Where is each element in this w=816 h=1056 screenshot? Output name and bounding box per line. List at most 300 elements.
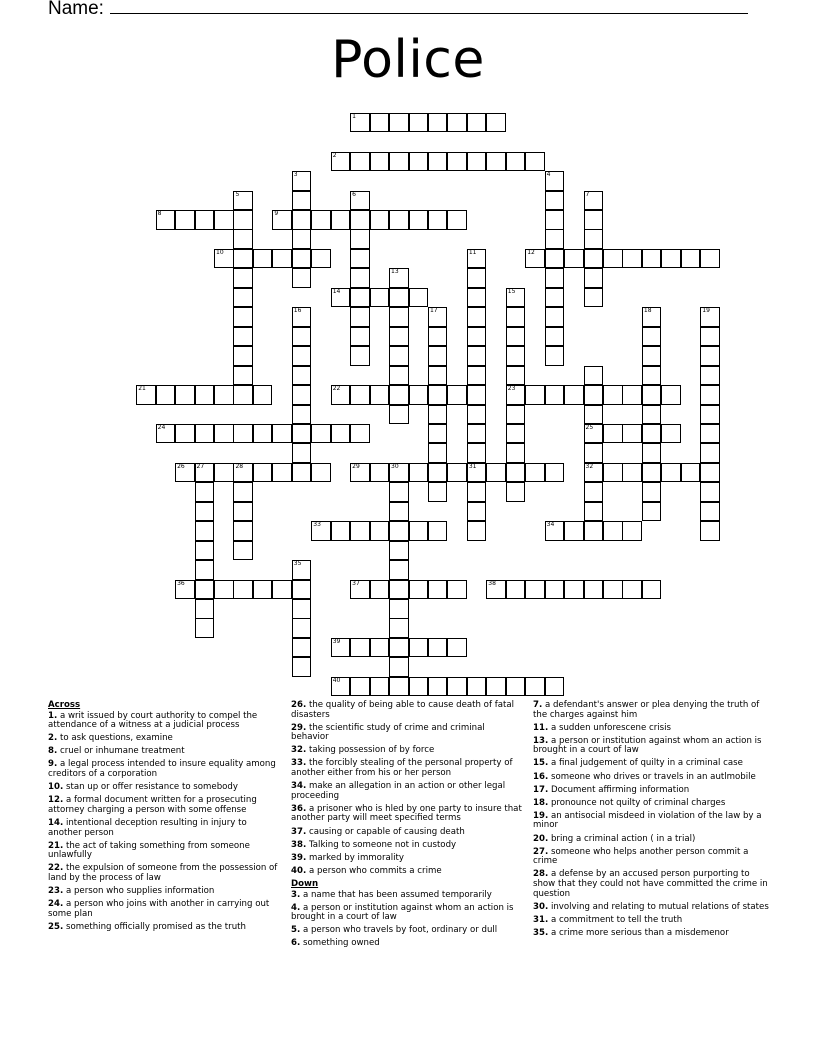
- grid-cell[interactable]: [389, 268, 409, 288]
- grid-cell[interactable]: [584, 424, 604, 444]
- grid-cell[interactable]: [195, 599, 215, 619]
- grid-cell[interactable]: [350, 288, 370, 308]
- grid-cell[interactable]: [389, 618, 409, 638]
- grid-cell[interactable]: [253, 424, 273, 444]
- grid-cell[interactable]: [428, 210, 448, 230]
- grid-cell[interactable]: [311, 521, 331, 541]
- grid-cell[interactable]: [156, 385, 176, 405]
- grid-cell[interactable]: [584, 366, 604, 386]
- grid-cell[interactable]: [409, 521, 429, 541]
- grid-cell[interactable]: [331, 288, 351, 308]
- grid-cell[interactable]: [311, 424, 331, 444]
- grid-cell[interactable]: [233, 268, 253, 288]
- grid-cell[interactable]: [700, 463, 720, 483]
- grid-cell[interactable]: [350, 268, 370, 288]
- clue-text: someone who helps another person commit a crime: [533, 846, 749, 867]
- grid-cell[interactable]: [195, 580, 215, 600]
- grid-cell[interactable]: [545, 249, 565, 269]
- grid-cell[interactable]: [272, 424, 292, 444]
- grid-cell[interactable]: [195, 502, 215, 522]
- grid-cell[interactable]: [175, 385, 195, 405]
- grid-cell[interactable]: [584, 288, 604, 308]
- grid-cell[interactable]: [389, 288, 409, 308]
- grid-cell[interactable]: [661, 385, 681, 405]
- grid-cell[interactable]: [564, 521, 584, 541]
- grid-cell[interactable]: [233, 249, 253, 269]
- grid-cell[interactable]: [700, 327, 720, 347]
- grid-cell[interactable]: [370, 113, 390, 133]
- grid-cell[interactable]: [292, 249, 312, 269]
- grid-cell[interactable]: [233, 482, 253, 502]
- grid-cell[interactable]: [389, 657, 409, 677]
- grid-cell[interactable]: [370, 288, 390, 308]
- grid-cell[interactable]: [292, 385, 312, 405]
- grid-cell[interactable]: [506, 463, 526, 483]
- grid-cell[interactable]: [233, 307, 253, 327]
- grid-cell[interactable]: [350, 580, 370, 600]
- grid-cell[interactable]: [506, 346, 526, 366]
- grid-cell[interactable]: [584, 210, 604, 230]
- grid-cell[interactable]: [584, 580, 604, 600]
- grid-cell[interactable]: [350, 463, 370, 483]
- grid-cell[interactable]: [331, 677, 351, 697]
- grid-cell[interactable]: [467, 463, 487, 483]
- grid-cell[interactable]: [331, 385, 351, 405]
- grid-cell[interactable]: [545, 268, 565, 288]
- grid-cell[interactable]: [370, 638, 390, 658]
- grid-cell[interactable]: [272, 210, 292, 230]
- grid-cell[interactable]: [467, 502, 487, 522]
- grid-cell[interactable]: [409, 288, 429, 308]
- grid-cell[interactable]: [467, 443, 487, 463]
- grid-cell[interactable]: [700, 346, 720, 366]
- grid-cell[interactable]: [350, 638, 370, 658]
- grid-cell[interactable]: [584, 385, 604, 405]
- grid-cell[interactable]: [564, 385, 584, 405]
- grid-cell[interactable]: [233, 327, 253, 347]
- grid-cell[interactable]: [447, 463, 467, 483]
- grid-cell[interactable]: [447, 210, 467, 230]
- grid-cell[interactable]: [409, 113, 429, 133]
- grid-cell[interactable]: [603, 580, 623, 600]
- grid-cell[interactable]: [486, 463, 506, 483]
- grid-cell[interactable]: [428, 677, 448, 697]
- grid-cell[interactable]: [370, 521, 390, 541]
- grid-cell[interactable]: [292, 618, 312, 638]
- grid-cell[interactable]: [622, 580, 642, 600]
- grid-cell[interactable]: [292, 638, 312, 658]
- grid-cell[interactable]: [292, 307, 312, 327]
- grid-cell[interactable]: [428, 463, 448, 483]
- grid-cell[interactable]: [525, 385, 545, 405]
- grid-cell[interactable]: [331, 210, 351, 230]
- grid-cell[interactable]: [486, 113, 506, 133]
- grid-cell[interactable]: [447, 152, 467, 172]
- grid-cell[interactable]: [428, 638, 448, 658]
- grid-cell[interactable]: [389, 502, 409, 522]
- grid-cell[interactable]: [331, 424, 351, 444]
- grid-cell[interactable]: [195, 424, 215, 444]
- grid-cell[interactable]: [409, 580, 429, 600]
- grid-cell[interactable]: [233, 541, 253, 561]
- grid-cell[interactable]: [428, 152, 448, 172]
- grid-cell[interactable]: [642, 249, 662, 269]
- grid-cell[interactable]: [350, 152, 370, 172]
- grid-cell[interactable]: [428, 327, 448, 347]
- grid-cell[interactable]: [214, 463, 234, 483]
- grid-cell[interactable]: [292, 366, 312, 386]
- grid-cell[interactable]: [253, 580, 273, 600]
- grid-cell[interactable]: [642, 463, 662, 483]
- grid-cell[interactable]: [409, 638, 429, 658]
- grid-cell[interactable]: [447, 580, 467, 600]
- grid-cell[interactable]: [661, 463, 681, 483]
- grid-cell[interactable]: [603, 385, 623, 405]
- grid-cell[interactable]: [350, 210, 370, 230]
- grid-cell[interactable]: [603, 424, 623, 444]
- grid-cell[interactable]: [467, 268, 487, 288]
- grid-cell[interactable]: [506, 482, 526, 502]
- grid-cell[interactable]: [292, 171, 312, 191]
- grid-cell[interactable]: [642, 502, 662, 522]
- grid-cell[interactable]: [428, 482, 448, 502]
- grid-cell[interactable]: [661, 424, 681, 444]
- grid-cell[interactable]: [486, 580, 506, 600]
- grid-cell[interactable]: [545, 307, 565, 327]
- grid-cell[interactable]: [253, 249, 273, 269]
- grid-cell[interactable]: [700, 521, 720, 541]
- grid-cell[interactable]: [389, 521, 409, 541]
- grid-cell[interactable]: [370, 463, 390, 483]
- grid-cell[interactable]: [370, 677, 390, 697]
- grid-cell[interactable]: [389, 463, 409, 483]
- grid-cell[interactable]: [253, 385, 273, 405]
- grid-cell[interactable]: [506, 405, 526, 425]
- grid-cell[interactable]: [584, 229, 604, 249]
- grid-cell[interactable]: [292, 463, 312, 483]
- grid-cell[interactable]: [584, 249, 604, 269]
- grid-cell[interactable]: [603, 521, 623, 541]
- grid-cell[interactable]: [428, 521, 448, 541]
- grid-cell[interactable]: [409, 385, 429, 405]
- grid-cell[interactable]: [292, 657, 312, 677]
- grid-cell[interactable]: [331, 152, 351, 172]
- grid-cell[interactable]: [233, 580, 253, 600]
- grid-cell[interactable]: [292, 560, 312, 580]
- grid-cell[interactable]: [195, 521, 215, 541]
- grid-cell[interactable]: [661, 249, 681, 269]
- grid-cell[interactable]: [447, 677, 467, 697]
- grid-cell[interactable]: [292, 443, 312, 463]
- grid-cell[interactable]: [428, 443, 448, 463]
- grid-cell[interactable]: [409, 210, 429, 230]
- grid-cell[interactable]: [350, 424, 370, 444]
- grid-cell[interactable]: [350, 521, 370, 541]
- grid-cell[interactable]: [584, 268, 604, 288]
- grid-cell[interactable]: [603, 463, 623, 483]
- grid-cell[interactable]: [622, 424, 642, 444]
- grid-cell[interactable]: [175, 210, 195, 230]
- grid-cell[interactable]: [350, 677, 370, 697]
- grid-cell[interactable]: [642, 443, 662, 463]
- grid-cell[interactable]: [506, 288, 526, 308]
- grid-cell[interactable]: [233, 191, 253, 211]
- grid-cell[interactable]: [233, 288, 253, 308]
- grid-cell[interactable]: [389, 482, 409, 502]
- grid-cell[interactable]: [389, 638, 409, 658]
- grid-cell[interactable]: [350, 327, 370, 347]
- grid-cell[interactable]: [525, 580, 545, 600]
- grid-cell[interactable]: [525, 249, 545, 269]
- grid-cell[interactable]: [292, 210, 312, 230]
- grid-cell[interactable]: [545, 327, 565, 347]
- grid-cell[interactable]: [467, 288, 487, 308]
- grid-cell[interactable]: [506, 424, 526, 444]
- grid-cell[interactable]: [409, 152, 429, 172]
- grid-cell[interactable]: [467, 346, 487, 366]
- grid-cell[interactable]: [292, 405, 312, 425]
- grid-cell[interactable]: [642, 580, 662, 600]
- grid-cell[interactable]: [272, 463, 292, 483]
- grid-cell[interactable]: [545, 677, 565, 697]
- grid-cell[interactable]: [506, 677, 526, 697]
- grid-cell[interactable]: [584, 502, 604, 522]
- grid-cell[interactable]: [233, 385, 253, 405]
- grid-cell[interactable]: [642, 424, 662, 444]
- grid-cell[interactable]: [175, 424, 195, 444]
- grid-cell[interactable]: [467, 152, 487, 172]
- grid-cell[interactable]: [195, 560, 215, 580]
- grid-cell[interactable]: [467, 405, 487, 425]
- grid-cell[interactable]: [642, 307, 662, 327]
- grid-cell[interactable]: [545, 288, 565, 308]
- grid-cell[interactable]: [584, 443, 604, 463]
- grid-cell[interactable]: [584, 521, 604, 541]
- grid-cell[interactable]: [311, 249, 331, 269]
- grid-cell[interactable]: [584, 482, 604, 502]
- grid-cell[interactable]: [700, 443, 720, 463]
- grid-cell[interactable]: [545, 229, 565, 249]
- grid-cell[interactable]: [584, 405, 604, 425]
- grid-cell[interactable]: [700, 366, 720, 386]
- grid-cell[interactable]: [195, 385, 215, 405]
- grid-cell[interactable]: [428, 113, 448, 133]
- grid-cell[interactable]: [350, 307, 370, 327]
- grid-cell[interactable]: [292, 599, 312, 619]
- grid-cell[interactable]: [603, 249, 623, 269]
- grid-cell[interactable]: [681, 463, 701, 483]
- grid-cell[interactable]: [409, 677, 429, 697]
- grid-cell[interactable]: [428, 580, 448, 600]
- grid-cell[interactable]: [331, 638, 351, 658]
- grid-cell[interactable]: [311, 463, 331, 483]
- grid-cell[interactable]: [233, 502, 253, 522]
- grid-cell[interactable]: [506, 366, 526, 386]
- grid-cell[interactable]: [467, 424, 487, 444]
- grid-cell[interactable]: [428, 346, 448, 366]
- grid-cell[interactable]: [506, 307, 526, 327]
- grid-cell[interactable]: [486, 677, 506, 697]
- grid-cell[interactable]: [389, 210, 409, 230]
- grid-cell[interactable]: [370, 580, 390, 600]
- grid-cell[interactable]: [642, 405, 662, 425]
- grid-cell[interactable]: [506, 580, 526, 600]
- grid-cell[interactable]: [389, 307, 409, 327]
- grid-cell[interactable]: [389, 346, 409, 366]
- grid-cell[interactable]: [545, 463, 565, 483]
- grid-cell[interactable]: [175, 580, 195, 600]
- grid-cell[interactable]: [545, 191, 565, 211]
- grid-cell[interactable]: [467, 366, 487, 386]
- grid-cell[interactable]: [350, 113, 370, 133]
- grid-cell[interactable]: [700, 307, 720, 327]
- grid-cell[interactable]: [233, 210, 253, 230]
- grid-cell[interactable]: [389, 599, 409, 619]
- grid-cell[interactable]: [428, 385, 448, 405]
- grid-cell[interactable]: [389, 152, 409, 172]
- grid-cell[interactable]: [292, 229, 312, 249]
- grid-cell[interactable]: [545, 385, 565, 405]
- grid-cell[interactable]: [467, 677, 487, 697]
- grid-cell[interactable]: [331, 521, 351, 541]
- grid-cell[interactable]: [428, 366, 448, 386]
- grid-cell[interactable]: [311, 210, 331, 230]
- grid-cell[interactable]: [389, 677, 409, 697]
- grid-cell[interactable]: [272, 580, 292, 600]
- grid-cell[interactable]: [622, 521, 642, 541]
- grid-cell[interactable]: [700, 249, 720, 269]
- grid-cell[interactable]: [233, 521, 253, 541]
- grid-cell[interactable]: [545, 521, 565, 541]
- grid-cell[interactable]: [233, 346, 253, 366]
- grid-cell[interactable]: [428, 405, 448, 425]
- grid-cell[interactable]: [136, 385, 156, 405]
- grid-cell[interactable]: [350, 346, 370, 366]
- grid-cell[interactable]: [272, 249, 292, 269]
- grid-cell[interactable]: [486, 152, 506, 172]
- grid-cell[interactable]: [214, 385, 234, 405]
- grid-cell[interactable]: [467, 482, 487, 502]
- grid-cell[interactable]: [253, 463, 273, 483]
- grid-cell[interactable]: [545, 580, 565, 600]
- grid-cell[interactable]: [233, 463, 253, 483]
- grid-cell[interactable]: [350, 191, 370, 211]
- grid-cell[interactable]: [292, 268, 312, 288]
- grid-cell[interactable]: [467, 385, 487, 405]
- grid-cell[interactable]: [292, 327, 312, 347]
- grid-cell[interactable]: [506, 152, 526, 172]
- grid-cell[interactable]: [195, 541, 215, 561]
- grid-cell[interactable]: [506, 385, 526, 405]
- grid-cell[interactable]: [233, 229, 253, 249]
- grid-cell[interactable]: [370, 152, 390, 172]
- grid-cell[interactable]: [175, 463, 195, 483]
- grid-cell[interactable]: [233, 366, 253, 386]
- grid-cell[interactable]: [545, 171, 565, 191]
- grid-cell[interactable]: [642, 482, 662, 502]
- grid-cell[interactable]: [564, 249, 584, 269]
- grid-cell[interactable]: [350, 249, 370, 269]
- grid-cell[interactable]: [389, 113, 409, 133]
- grid-cell[interactable]: [447, 113, 467, 133]
- grid-cell[interactable]: [622, 249, 642, 269]
- grid-cell[interactable]: [447, 385, 467, 405]
- grid-cell[interactable]: [409, 463, 429, 483]
- grid-cell[interactable]: [622, 463, 642, 483]
- grid-cell[interactable]: [506, 327, 526, 347]
- grid-cell[interactable]: [389, 541, 409, 561]
- grid-cell[interactable]: [700, 385, 720, 405]
- grid-cell[interactable]: [681, 249, 701, 269]
- grid-cell[interactable]: [467, 249, 487, 269]
- grid-cell[interactable]: [467, 521, 487, 541]
- grid-cell[interactable]: [622, 385, 642, 405]
- grid-cell[interactable]: [584, 463, 604, 483]
- grid-cell[interactable]: [564, 580, 584, 600]
- grid-cell[interactable]: [700, 405, 720, 425]
- clue-item: [533, 903, 769, 913]
- grid-cell[interactable]: [467, 113, 487, 133]
- grid-cell[interactable]: [506, 443, 526, 463]
- grid-cell[interactable]: [350, 385, 370, 405]
- grid-cell[interactable]: [389, 366, 409, 386]
- grid-cell[interactable]: [214, 249, 234, 269]
- grid-cell[interactable]: [292, 191, 312, 211]
- grid-cell[interactable]: [525, 152, 545, 172]
- grid-cell[interactable]: [389, 560, 409, 580]
- grid-cell[interactable]: [292, 424, 312, 444]
- grid-cell[interactable]: [214, 580, 234, 600]
- grid-cell[interactable]: [642, 385, 662, 405]
- grid-cell[interactable]: [545, 346, 565, 366]
- grid-cell[interactable]: [350, 229, 370, 249]
- grid-cell[interactable]: [467, 307, 487, 327]
- grid-cell[interactable]: [156, 210, 176, 230]
- grid-cell[interactable]: [389, 327, 409, 347]
- grid-cell[interactable]: [642, 346, 662, 366]
- grid-cell[interactable]: [428, 307, 448, 327]
- grid-cell[interactable]: [292, 346, 312, 366]
- grid-cell[interactable]: [195, 210, 215, 230]
- grid-cell[interactable]: [156, 424, 176, 444]
- grid-cell[interactable]: [700, 502, 720, 522]
- grid-cell[interactable]: [292, 580, 312, 600]
- grid-cell[interactable]: [584, 191, 604, 211]
- grid-cell[interactable]: [642, 366, 662, 386]
- grid-cell[interactable]: [389, 580, 409, 600]
- grid-cell[interactable]: [700, 424, 720, 444]
- grid-cell[interactable]: [545, 210, 565, 230]
- grid-cell[interactable]: [447, 638, 467, 658]
- grid-cell[interactable]: [370, 385, 390, 405]
- grid-cell[interactable]: [195, 618, 215, 638]
- grid-cell[interactable]: [525, 677, 545, 697]
- grid-cell[interactable]: [370, 210, 390, 230]
- grid-cell[interactable]: [642, 327, 662, 347]
- grid-cell[interactable]: [467, 327, 487, 347]
- grid-cell[interactable]: [214, 424, 234, 444]
- grid-cell[interactable]: [195, 463, 215, 483]
- grid-cell[interactable]: [700, 482, 720, 502]
- grid-cell[interactable]: [195, 482, 215, 502]
- clue-item: [291, 904, 523, 923]
- grid-cell[interactable]: [389, 405, 409, 425]
- grid-cell[interactable]: [428, 424, 448, 444]
- grid-cell[interactable]: [233, 424, 253, 444]
- grid-cell[interactable]: [525, 463, 545, 483]
- grid-cell[interactable]: [214, 210, 234, 230]
- grid-cell[interactable]: [389, 385, 409, 405]
